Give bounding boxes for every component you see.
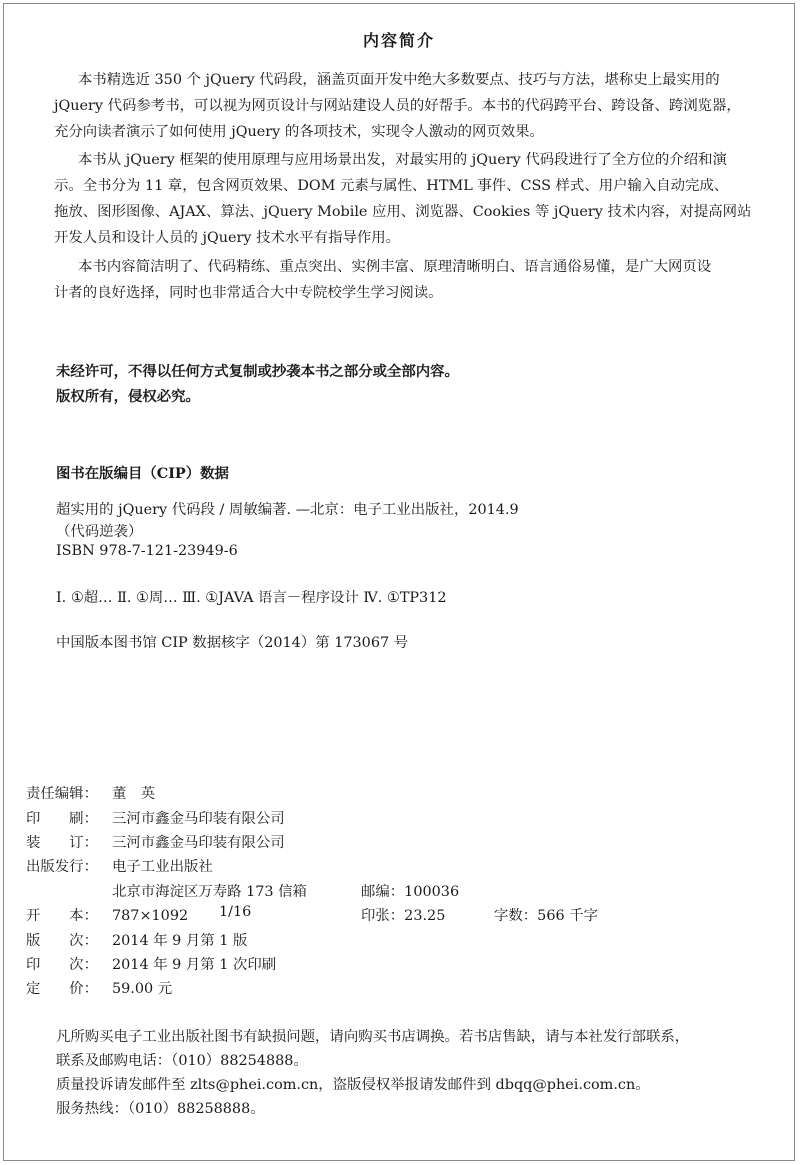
notice-line-2: 联系及邮购电话：（010）88254888。 (56, 1053, 308, 1069)
cip-classification: Ⅰ. ①超… Ⅱ. ①周… Ⅲ. ①JAVA 语言－程序设计 Ⅳ. ①TP312 (56, 590, 447, 606)
notice-line-1: 凡所购买电子工业出版社图书有缺损问题，请向购买书店调换。若书店售缺，请与本社发行部联系， (56, 1029, 690, 1045)
credit-binder-label: 装 订： (26, 835, 98, 851)
credit-printing (26, 953, 276, 974)
credit-binder-value: 三河市鑫金马印装有限公司 (112, 835, 285, 851)
copyright-page (3, 3, 795, 1161)
cip-record-number: 中国版本图书馆 CIP 数据核字（2014）第 173067 号 (56, 635, 409, 651)
page-title: 内容简介 (362, 31, 435, 50)
intro-p2-line-4: 开发人员和设计人员的 jQuery 技术水平有指导作用。 (54, 230, 401, 246)
credit-edition-label: 版 次： (26, 933, 98, 949)
credit-printing-label: 印 次： (26, 957, 98, 973)
intro-p1-line-2: jQuery 代码参考书，可以视为网页设计与网站建设人员的好帮手。本书的代码跨平台、跨设备、跨浏览器， (54, 98, 741, 114)
copyright-notice: 未经许可，不得以任何方式复制或抄袭本书之部分或全部内容。 (56, 363, 459, 380)
credit-editor (26, 782, 155, 803)
intro-p2-line-1: 本书从 jQuery 框架的使用原理与应用场景出发，对最实用的 jQuery 代码段进行了全方位的介绍和演 (78, 152, 727, 168)
credit-address-value: 北京市海淀区万寿路 173 信箱 (112, 884, 307, 900)
credit-wordcount: 字数：566 千字 (494, 908, 598, 924)
intro-p3-line-1: 本书内容简洁明了、代码精练、重点突出、实例丰富、原理清晰明白、语言通俗易懂，是广大网页设 (78, 259, 712, 275)
credit-format-fold: 1/16 (219, 904, 252, 920)
intro-p2-line-3: 拖放、图形图像、AJAX、算法、jQuery Mobile 应用、浏览器、Cookies 等 jQuery 技术内容，对提高网站 (54, 204, 752, 220)
credit-price-value: 59.00 元 (112, 981, 173, 997)
credit-publisher-label: 出版发行： (26, 859, 98, 875)
credit-editor-value: 董 英 (112, 786, 156, 802)
notice-line-3: 质量投诉请发邮件至 zlts@phei.com.cn，盗版侵权举报请发邮件到 dbqq@phei.com.cn。 (56, 1077, 650, 1093)
credit-edition-value: 2014 年 9 月第 1 版 (112, 933, 248, 949)
credit-postcode: 邮编：100036 (361, 884, 460, 900)
credit-price-label: 定 价： (26, 981, 98, 997)
credit-printer (26, 807, 285, 828)
intro-p1-line-3: 充分向读者演示了如何使用 jQuery 的各项技术，实现令人激动的网页效果。 (54, 124, 544, 140)
credit-publisher (26, 855, 213, 876)
cip-series: （代码逆袭） (56, 524, 143, 540)
intro-paragraph-2 (54, 147, 754, 251)
credit-sheets: 印张：23.25 (361, 908, 446, 924)
intro-p3-line-2: 计者的良好选择，同时也非常适合大中专院校学生学习阅读。 (54, 285, 443, 301)
credit-printing-value: 2014 年 9 月第 1 次印刷 (112, 957, 277, 973)
rights-reserved: 版权所有，侵权必究。 (56, 388, 200, 405)
credit-format (26, 904, 188, 925)
credit-format-value: 787×1092 (112, 908, 189, 924)
credit-edition (26, 929, 247, 950)
cip-isbn: ISBN 978-7-121-23949-6 (56, 543, 238, 559)
intro-paragraph-1 (54, 67, 754, 145)
credit-address (112, 880, 307, 901)
credit-format-label: 开 本： (26, 908, 98, 924)
notice-line-4: 服务热线：（010）88258888。 (56, 1101, 265, 1117)
credit-binder (26, 831, 285, 852)
cip-title-line: 超实用的 jQuery 代码段 / 周敏编著. —北京：电子工业出版社，2014.9 (56, 502, 519, 518)
credit-printer-value: 三河市鑫金马印装有限公司 (112, 811, 285, 827)
credit-price (26, 977, 172, 998)
credit-printer-label: 印 刷： (26, 811, 98, 827)
credit-editor-label: 责任编辑： (26, 786, 98, 802)
intro-p1-line-1: 本书精选近 350 个 jQuery 代码段，涵盖页面开发中绝大多数要点、技巧与方法，堪称史上最实用的 (78, 72, 720, 88)
intro-paragraph-3 (54, 254, 754, 306)
credit-publisher-value: 电子工业出版社 (112, 859, 213, 875)
intro-p2-line-2: 示。全书分为 11 章，包含网页效果、DOM 元素与属性、HTML 事件、CSS 样式、用户输入自动完成、 (54, 178, 729, 194)
cip-heading: 图书在版编目（CIP）数据 (56, 465, 229, 482)
